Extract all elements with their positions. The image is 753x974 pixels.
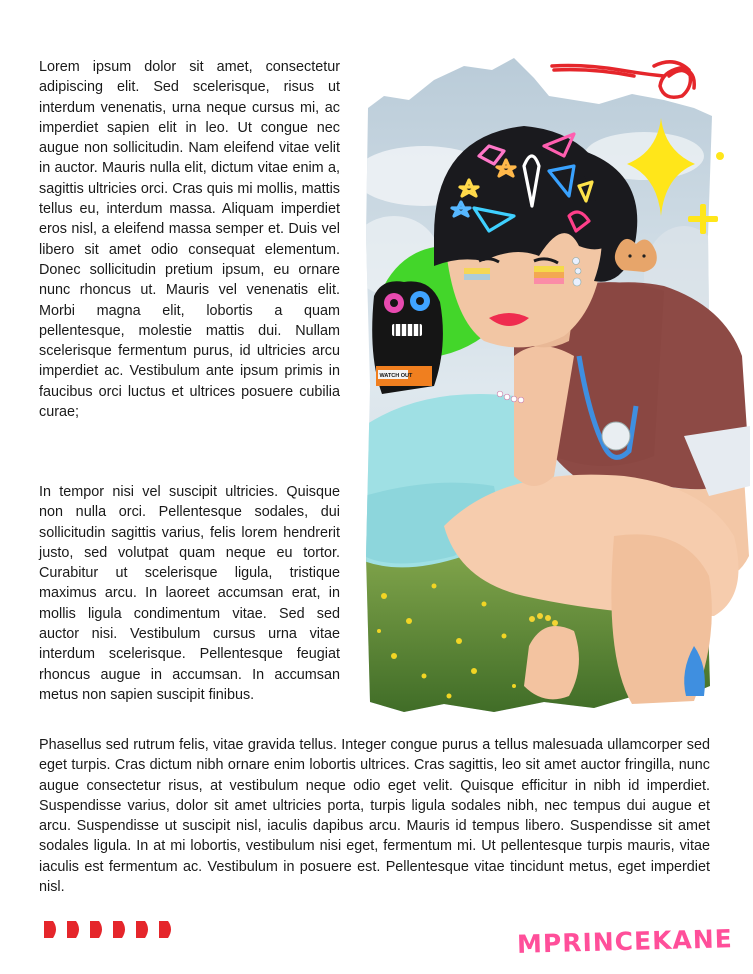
body-paragraph-2: In tempor nisi vel suscipit ultricies. Quisque non nulla orci. Pellentesque sodales, dui sollicitudin sagittis varius, felis lorem hendrerit justo, sed volutpat quam neque eu tortor. Curabitur ut scelerisque ligula, tristique maximus arcu. In laoreet accumsan erat, in mollis ligula condimentum vitae. Sed sed auctor nisi. Vestibulum cursus urna vitae interdum scelerisque. Pellentesque feugiat rhoncus augue in accumsan. In accumsan metus non sapien suscipit finibus. — [39, 484, 340, 703]
plush-toy — [372, 281, 443, 394]
author-signature: MPRINCEKANE — [516, 924, 734, 959]
cat — [615, 239, 657, 272]
body-paragraph-3: Phasellus sed rutrum felis, vitae gravida tellus. Integer congue purus a tellus malesuada ullamcorper sed eget turpis. Cras dictum nibh ornare enim lobortis ultrices. Cras sagittis, leo sit amet auctor fringilla, nunc augue consectetur risus, at vestibulum neque odio eget velit. Quisque efficitur in nibh id imperdiet. Suspendisse varius, dolor sit amet ultricies porta, turpis ligula sodales nibh, nec tempus dui augue et arcu. Suspendisse ut suscipit nisl, iaculis dapibus arcu. Mauris id tempus libero. Suspendisse sit amet sodales ligula. In at mi lobortis, vestibulum nisi eget, fermentum mi. Ut pellentesque turpis mauris, vitae iaculis est fermentum ac. Vestibulum in posuere est. Pellentesque vitae tincidunt metus, eget imperdiet nisl. — [39, 737, 710, 896]
red-dash-shape — [159, 921, 174, 938]
red-dash-shape — [44, 921, 59, 938]
red-dash-shape — [113, 921, 128, 938]
red-dash-shape — [136, 921, 151, 938]
red-dash-decoration — [44, 921, 174, 938]
red-dash-shape — [67, 921, 82, 938]
body-paragraph-1: Lorem ipsum dolor sit amet, consectetur adipiscing elit. Sed scelerisque, risus ut interdum venenatis, urna neque cursus mi, ac imperdiet sapien elit in leo. Ut congue nec augue non sollicitudin. Nam eleifend vitae velit in auctor. Mauris nulla elit, dictum vitae enim a, sagittis ultricies orci. Cras quis mi mollis, mattis tellus eu, interdum massa. Aliquam imperdiet eros nisl, a eleifend massa semper et. Duis vel libero sit amet odio consequat elementum. Donec sollicitudin pretium ipsum, eu ornare nunc rhoncus ut. Mauris vel venenatis elit. Morbi magna elit, lobortis a quam pellentesque, molestie mattis dui. Nullam scelerisque fermentum purus, id ultricies arcu imperdiet ac. Vestibulum ante ipsum primis in faucibus orci luctus et ultrices posuere cubilia curae; — [39, 59, 340, 421]
red-dash-shape — [90, 921, 105, 938]
photo-collage — [364, 56, 753, 718]
red-scribble — [552, 62, 694, 97]
plush-label: WATCH OUT — [379, 373, 413, 379]
